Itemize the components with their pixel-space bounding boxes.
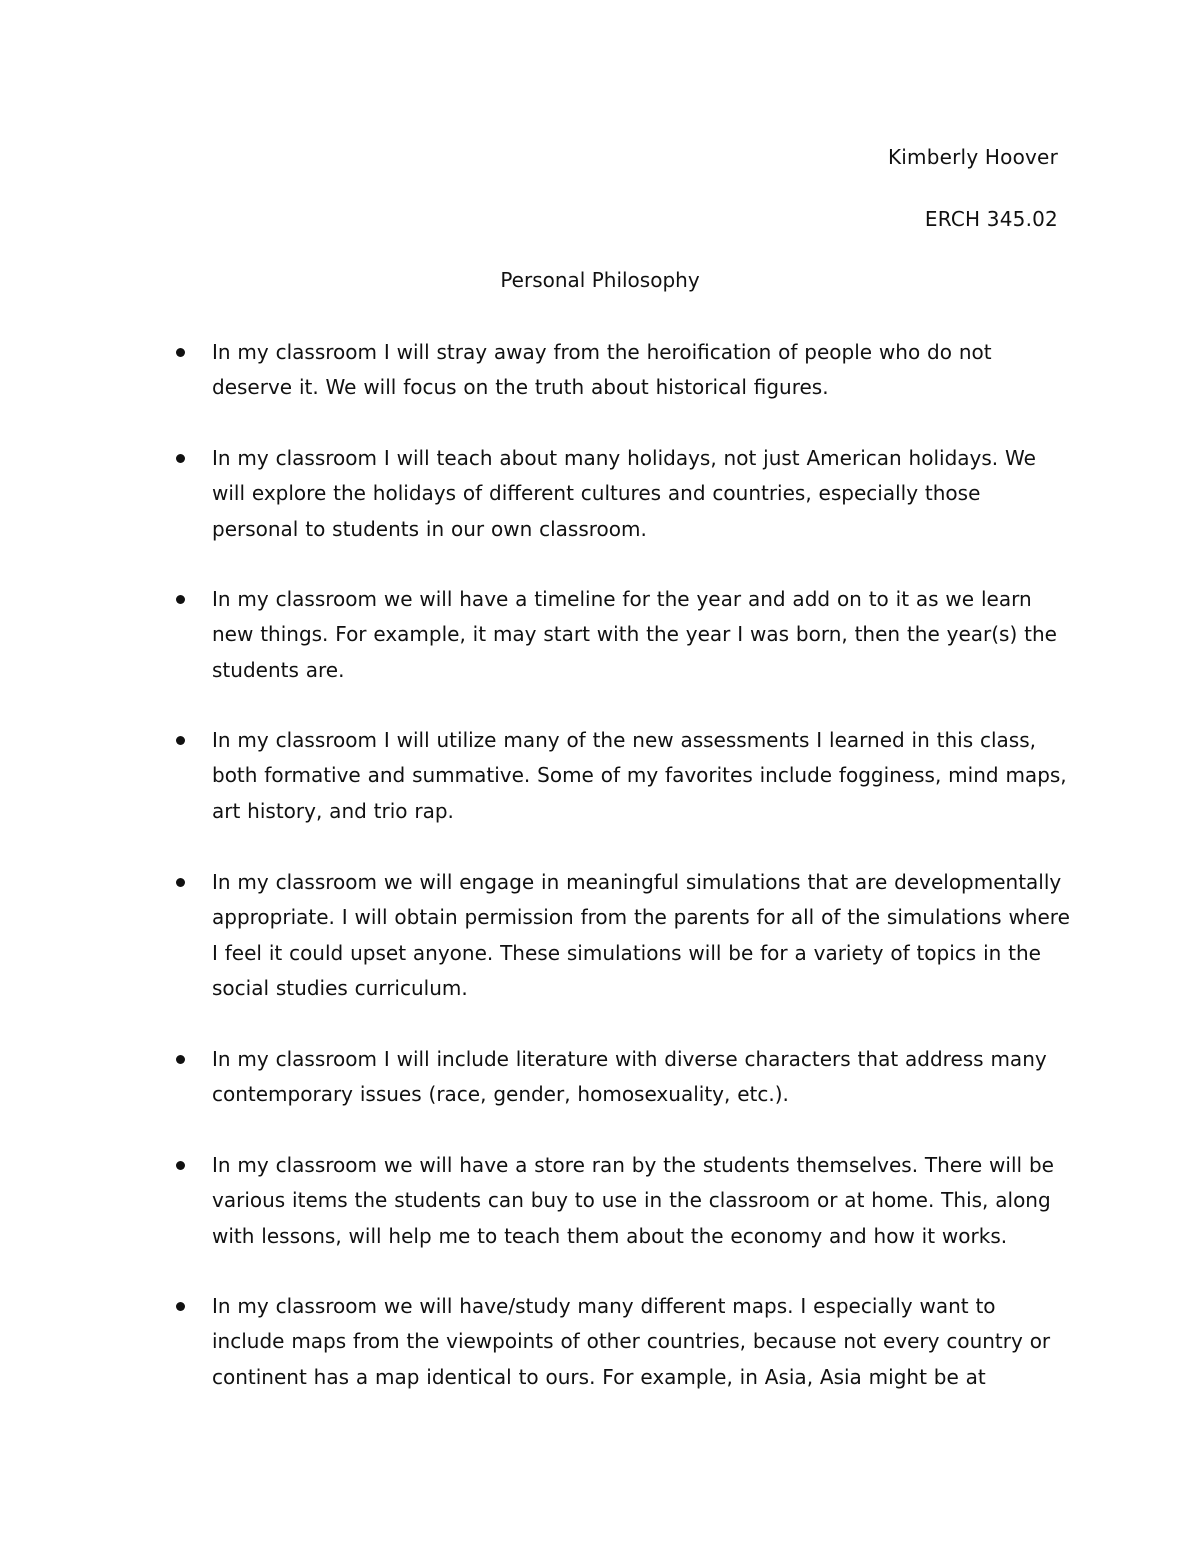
- author-name: Kimberly Hoover: [887, 145, 1058, 169]
- bullet-icon: [176, 454, 185, 463]
- bullet-text: In my classroom we will have a store ran by the students themselves. There will be various items the students can buy to use in the classroom or at home. This, along with lessons, will help me to teach them about the economy and how it works.: [212, 1153, 1054, 1248]
- bullet-icon: [176, 348, 185, 357]
- bullet-text: In my classroom we will engage in meaningful simulations that are developmentally appropriate. I will obtain permission from the parents for all of the simulations where I feel it could upset anyone. These simulations will be for a variety of topics in the social studies curriculum.: [212, 870, 1070, 1000]
- list-item: [212, 723, 1072, 829]
- list-item: [212, 1289, 1072, 1395]
- bullet-icon: [176, 1055, 185, 1064]
- list-item: [212, 1042, 1072, 1113]
- list-item: [212, 865, 1072, 1006]
- bullet-icon: [176, 1161, 185, 1170]
- bullet-text: In my classroom I will utilize many of the new assessments I learned in this class, both formative and summative. Some of my favorites include fogginess, mind maps, art history, and trio rap.: [212, 728, 1067, 823]
- list-item: [212, 335, 1072, 406]
- bullet-icon: [176, 595, 185, 604]
- bullet-text: In my classroom we will have/study many different maps. I especially want to include maps from the viewpoints of other countries, because not every country or continent has a map identical to ours. For example, in Asia, Asia might be at: [212, 1294, 1051, 1389]
- bullet-text: In my classroom we will have a timeline for the year and add on to it as we learn new things. For example, it may start with the year I was born, then the year(s) the students are.: [212, 587, 1057, 682]
- bullet-text: In my classroom I will stray away from the heroification of people who do not deserve it. We will focus on the truth about historical figures.: [212, 340, 992, 400]
- course-code: ERCH 345.02: [924, 207, 1058, 231]
- list-item: [212, 441, 1072, 547]
- bullet-icon: [176, 878, 185, 887]
- bullet-text: In my classroom I will teach about many holidays, not just American holidays. We will explore the holidays of different cultures and countries, especially those personal to students in our own classroom.: [212, 446, 1036, 541]
- document-title: Personal Philosophy: [500, 268, 700, 292]
- bullet-icon: [176, 1302, 185, 1311]
- bullet-text: In my classroom I will include literature with diverse characters that address many contemporary issues (race, gender, homosexuality, etc.).: [212, 1047, 1047, 1107]
- bullet-icon: [176, 736, 185, 745]
- list-item: [212, 582, 1072, 688]
- list-item: [212, 1148, 1072, 1254]
